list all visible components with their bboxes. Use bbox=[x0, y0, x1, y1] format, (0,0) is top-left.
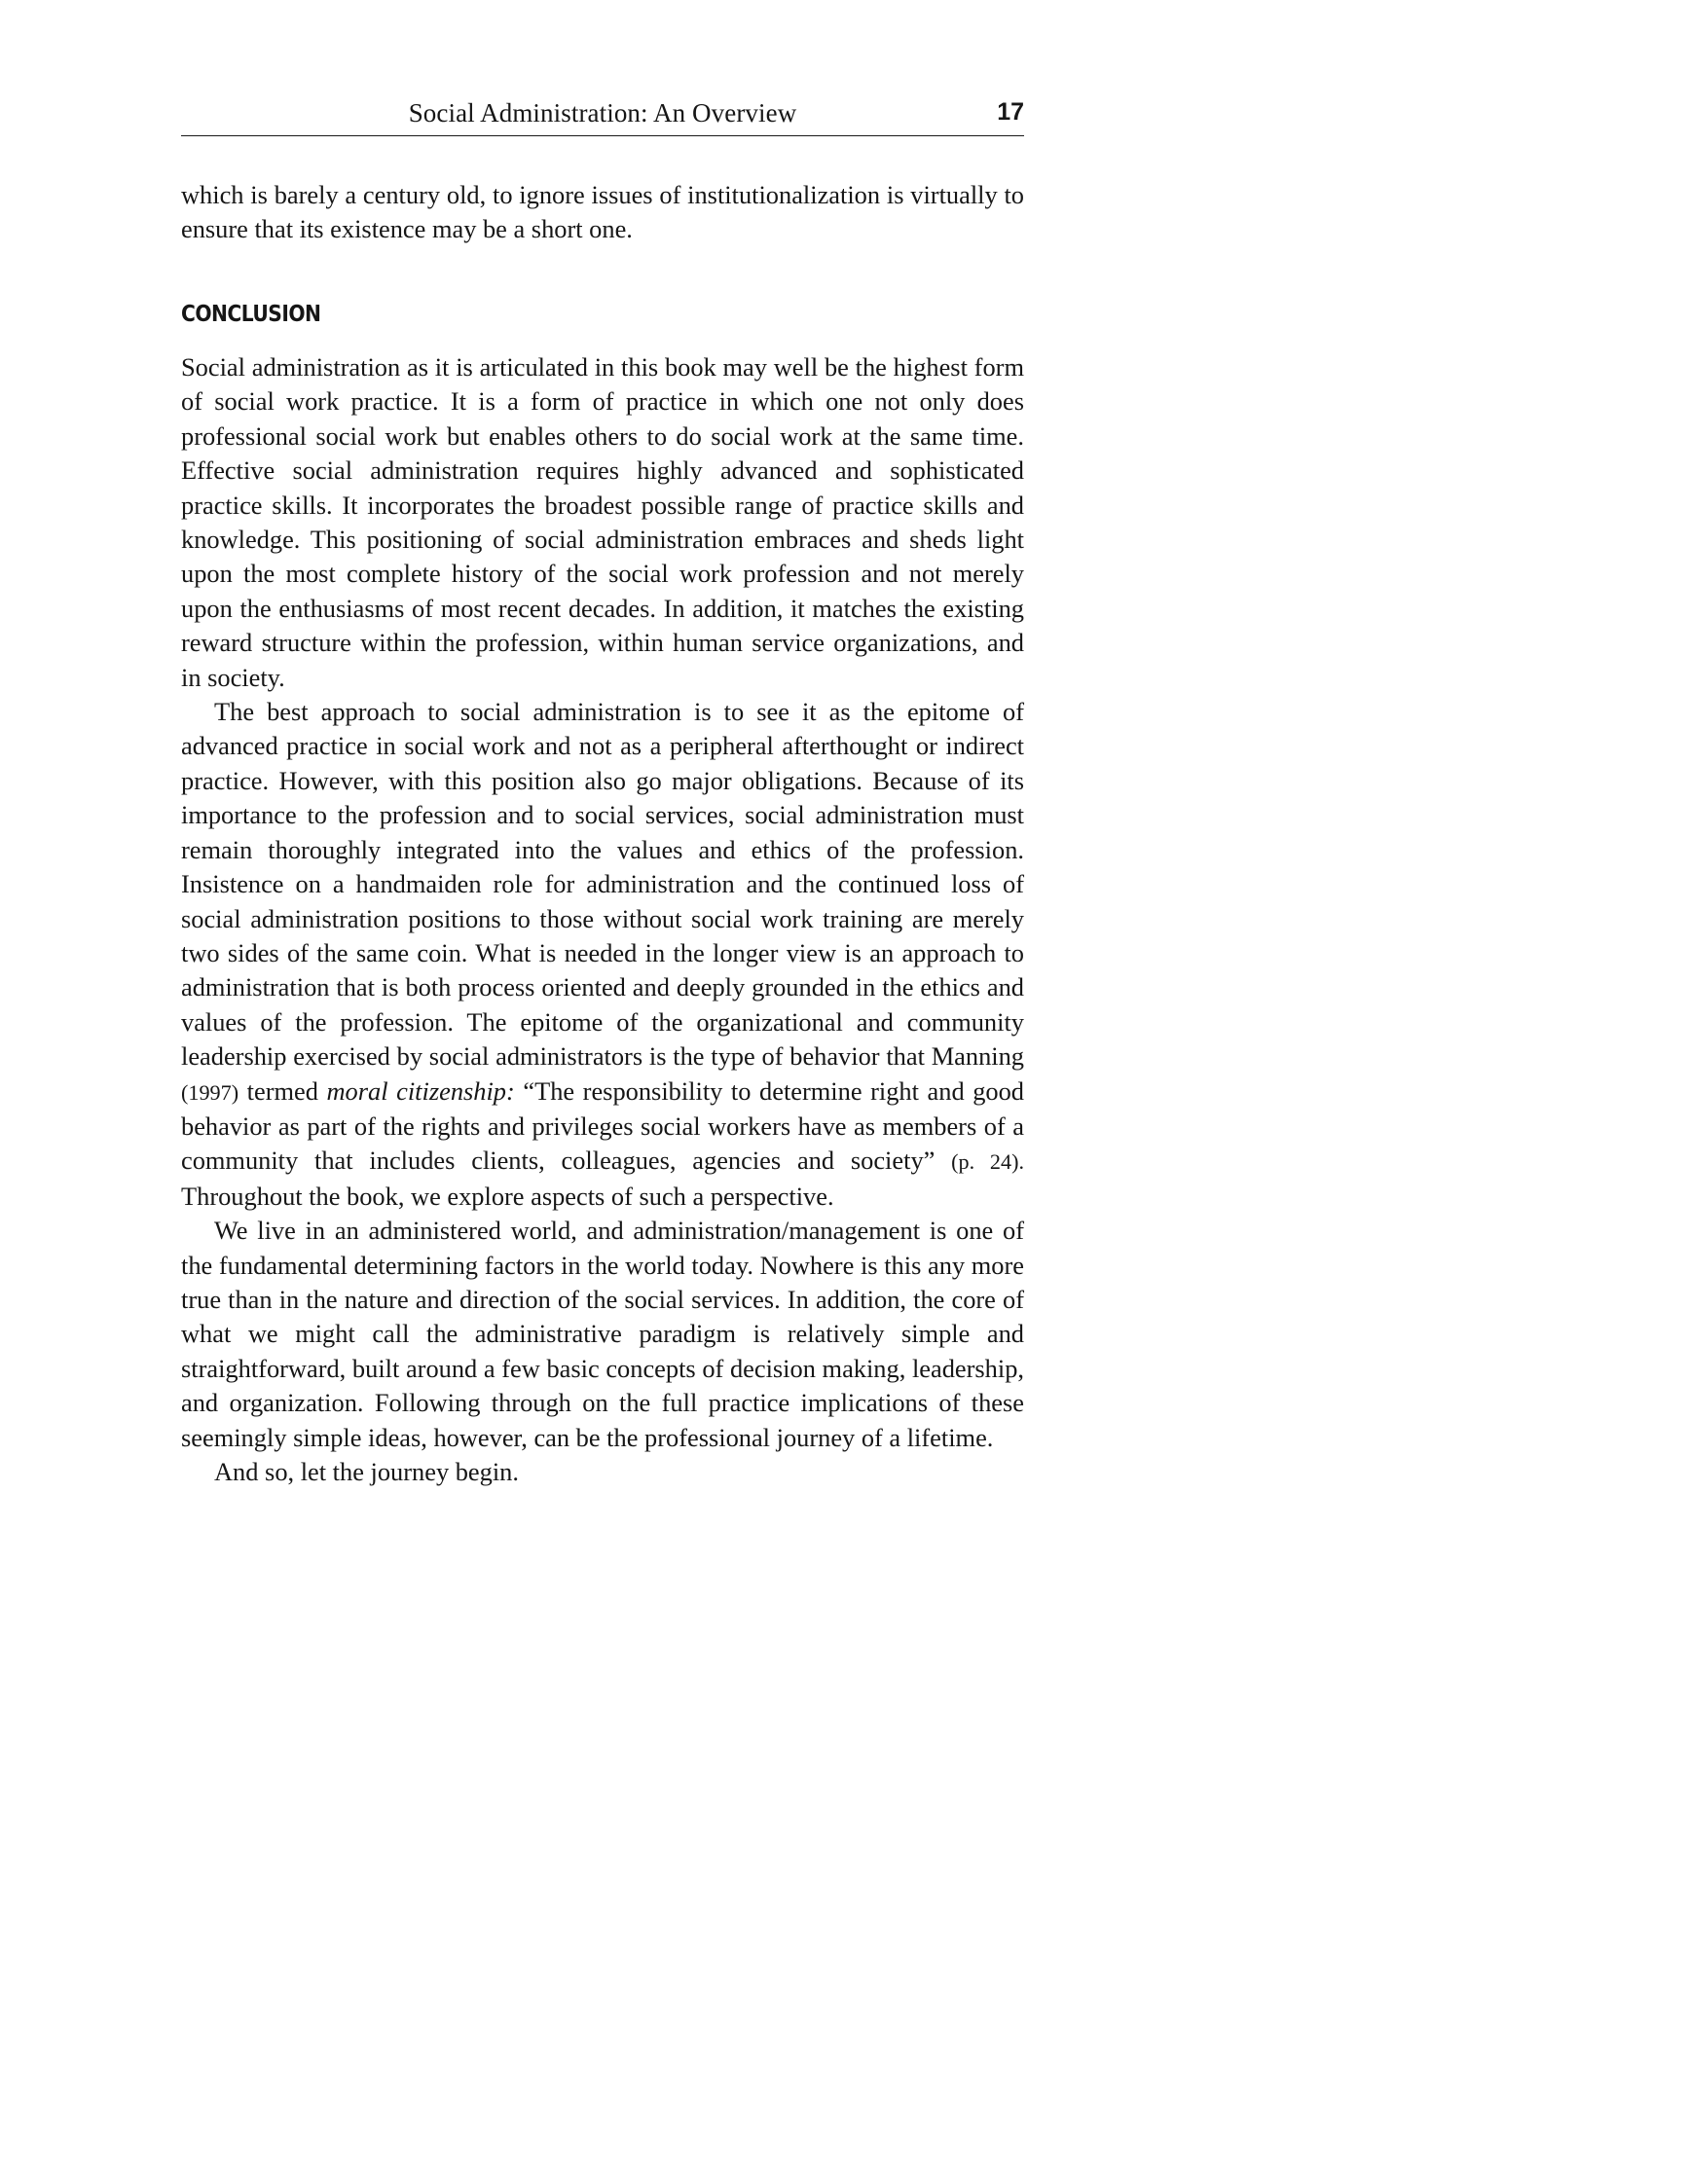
paragraph-2-part-4: Throughout the book, we explore aspects of such a perspective. bbox=[181, 1181, 834, 1211]
intro-paragraph: which is barely a century old, to ignore issues of institutionalization is virtually to ensure that its existence may be a short one. bbox=[181, 180, 1024, 244]
citation-year: (1997) bbox=[181, 1079, 239, 1105]
running-header bbox=[181, 96, 1024, 136]
citation-page: (p. 24). bbox=[951, 1149, 1025, 1175]
paragraph-2-part-3: “The responsibility to determine right and good behavior as part of the rights and privileges social workers have as members of a community that includes clients, colleagues, agencies and society” bbox=[181, 1075, 1024, 1176]
intro-paragraph-block bbox=[181, 178, 1024, 247]
paragraph-1: Social administration as it is articulated in this book may well be the highest form of social work practice. It is a form of practice in which one not only does professional social work but enables others to do social work at the same time. Effective social administration requires highly advanced and sophisticated practice skills. It incorporates the broadest possible range of practice skills and knowledge. This positioning of social administration embraces and sheds light upon the most complete history of the social work profession and not merely upon the enthusiasms of most recent decades. In addition, it matches the existing reward structure within the profession, within human service organizations, and in society. bbox=[181, 352, 1024, 692]
paragraph-4: And so, let the journey begin. bbox=[214, 1457, 519, 1486]
running-title: Social Administration: An Overview bbox=[408, 98, 797, 127]
emphasis-term: moral citizenship: bbox=[326, 1075, 515, 1106]
paragraph-2 bbox=[181, 695, 1024, 1214]
section-body bbox=[181, 350, 1024, 1489]
paragraph-2-part-1: The best approach to social administration is to see it as the epitome of advanced practice in social work and not as a peripheral afterthought or indirect practice. However, with this position also go major obligations. Because of its importance to the profession and to social services, social administration must remain thoroughly integrated into the values and ethics of the profession. Insistence on a handmaiden role for administration and the continued loss of social administration positions to those without social work training are merely two sides of the same coin. What is needed in the longer view is an approach to administration that is both process oriented and deeply grounded in the ethics and values of the profession. The epitome of the organizational and community leadership exercised by social administrators is the type of behavior that Manning bbox=[181, 697, 1024, 1072]
section-heading: CONCLUSION bbox=[181, 302, 321, 327]
paragraph-2-part-2: termed bbox=[239, 1075, 327, 1106]
page-number: 17 bbox=[997, 98, 1024, 126]
paragraph-3: We live in an administered world, and administration/management is one of the fundamental determining factors in the world today. Nowhere is this any more true than in the nature and direction of the social services. In addition, the core of what we might call the administrative paradigm is relatively simple and straightforward, built around a few basic concepts of decision making, leadership, and organization. Following through on the full practice implications of these seemingly simple ideas, however, can be the professional journey of a lifetime. bbox=[181, 1216, 1024, 1452]
